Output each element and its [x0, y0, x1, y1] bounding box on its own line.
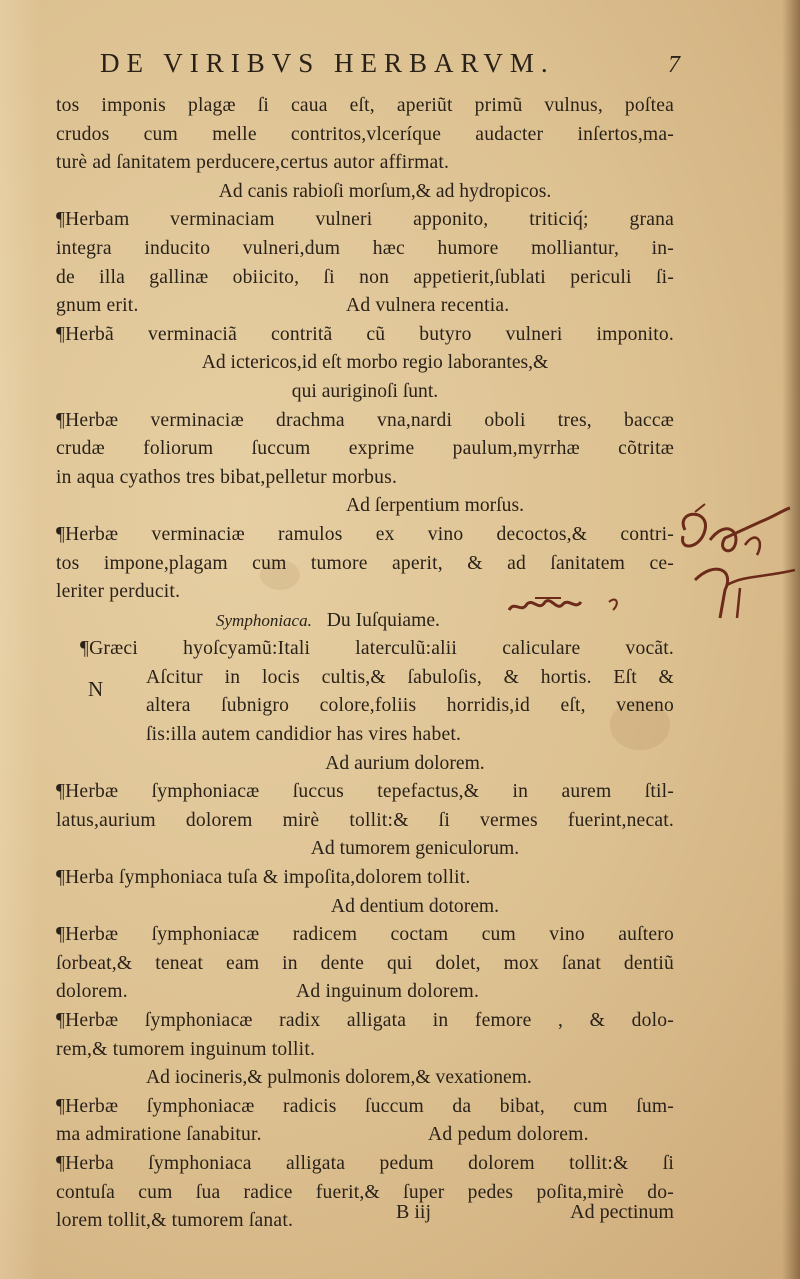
text-line: crudos cum melle contritos,vlceríque audacter inſertos,ma-: [56, 123, 674, 145]
text-line: [56, 1121, 674, 1150]
text-line: in aqua cyathos tres bibat,pelletur morbus.: [56, 466, 398, 488]
section-heading: Ad dentium dotorem.: [330, 895, 500, 917]
text-line: ¶Herbam verminaciam vulneri apponito, triticiq́; grana: [56, 209, 674, 231]
text-line: integra inducito vulneri,dum hæc humore molliantur, in-: [56, 237, 674, 259]
page-fold-shading: [0, 0, 40, 1279]
section-heading: Ad tumorem geniculorum.: [310, 838, 520, 860]
running-head: DE VIRIBVS HERBARVM.: [100, 48, 555, 78]
page-number: 7: [668, 52, 680, 78]
plant-name: Symphoniaca.: [216, 610, 312, 630]
text-line: ¶Herba ſymphoniaca tuſa & impoſita,dolorem tollit.: [56, 867, 471, 889]
catchword: Ad pectinum: [570, 1201, 674, 1223]
text-line: ¶Herbã verminaciã contritã cũ butyro vulneri imponito.: [56, 323, 674, 345]
text-line: tos imponis plagæ ſi caua eſt, aperiũt primũ vulnus, poſtea: [56, 95, 674, 116]
text-fragment: dolorem.: [56, 981, 128, 1003]
text-line: Aſcitur in locis cultis,& ſabuloſis, & hortis. Eſt &: [146, 666, 674, 688]
text-line: altera ſubnigro colore,foliis horridis,id eſt, veneno: [146, 695, 674, 717]
section-heading: Ad pedum dolorem.: [428, 1124, 589, 1146]
page-footer: [56, 1201, 674, 1231]
text-line: [56, 978, 674, 1007]
section-heading: Ad inguinum dolorem.: [296, 981, 480, 1003]
text-line: contuſa cum ſua radice fuerit,& ſuper pedes poſita,mirè do-: [56, 1181, 674, 1203]
text-line: latus,aurium dolorem mirè tollit:& ſi vermes fuerint,necat.: [56, 809, 674, 831]
section-heading: Ad canis rabioſi morſum,& ad hydropicos.: [218, 180, 552, 202]
margin-letter: N: [88, 677, 104, 701]
text-line: leriter perducit.: [56, 581, 181, 603]
text-line: ¶Herba ſymphoniaca alligata pedum dolorem tollit:& ſi: [56, 1152, 674, 1174]
handwritten-annotation: [665, 500, 800, 620]
text-line: ¶Herbæ ſymphoniacæ ſuccus tepefactus,& in aurem ſtil-: [56, 781, 674, 803]
section-heading: Ad aurium dolorem.: [325, 752, 485, 774]
section-heading: Ad ſerpentium morſus.: [346, 495, 524, 517]
plant-heading: [56, 607, 674, 636]
signature-mark: B iij: [396, 1201, 432, 1223]
text-line: tos impone,plagam cum tumore aperit, & ad ſanitatem ce-: [56, 552, 674, 574]
text-line: ſis:illa autem candidior has vires habet.: [146, 724, 462, 746]
text-line: ¶Herbæ verminaciæ ramulos ex vino decoctos,& contri-: [56, 523, 674, 545]
text-fragment: gnum erit.: [56, 295, 139, 317]
text-line: lorem tollit,& tumorem ſanat.: [56, 1210, 294, 1232]
page-edge-shading: [782, 0, 800, 1279]
section-heading: qui auriginoſi ſunt.: [291, 380, 439, 402]
section-heading: Ad iocineris,& pulmonis dolorem,& vexationem.: [146, 1067, 532, 1089]
text-line: crudæ foliorum ſuccum exprime paulum,myrrhæ cõtritæ: [56, 438, 674, 460]
text-line: ¶Herbæ ſymphoniacæ radicem coctam cum vino auſtero: [56, 924, 674, 946]
text-line: ¶Herbæ verminaciæ drachma vna,nardi oboli tres, baccæ: [56, 409, 674, 431]
body-text: [56, 92, 674, 1236]
plant-vernacular: Du Iuſquiame.: [326, 609, 440, 631]
text-line: [56, 292, 674, 321]
page-header: [100, 48, 680, 84]
text-line: rem,& tumorem inguinum tollit.: [56, 1038, 316, 1060]
section-heading: Ad vulnera recentia.: [346, 295, 510, 317]
text-line: ¶Herbæ ſymphoniacæ radix alligata in femore , & dolo-: [56, 1010, 674, 1031]
text-line: ſorbeat,& teneat eam in dente qui dolet, mox ſanat dentiũ: [56, 952, 674, 974]
text-line: turè ad ſanitatem perducere,certus autor affirmat.: [56, 152, 450, 174]
section-heading: Ad ictericos,id eſt morbo regio laborantes,&: [201, 352, 549, 374]
text-line: ¶Græci hyoſcyamũ:Itali laterculũ:alii caliculare vocãt.: [80, 638, 674, 660]
text-line: ¶Herbæ ſymphoniacæ radicis ſuccum da bibat, cum ſum-: [56, 1095, 674, 1117]
text-fragment: ma admiratione ſanabitur.: [56, 1124, 262, 1146]
text-line: de illa gallinæ obiicito, ſi non appetierit,ſublati periculi ſi-: [56, 266, 674, 288]
